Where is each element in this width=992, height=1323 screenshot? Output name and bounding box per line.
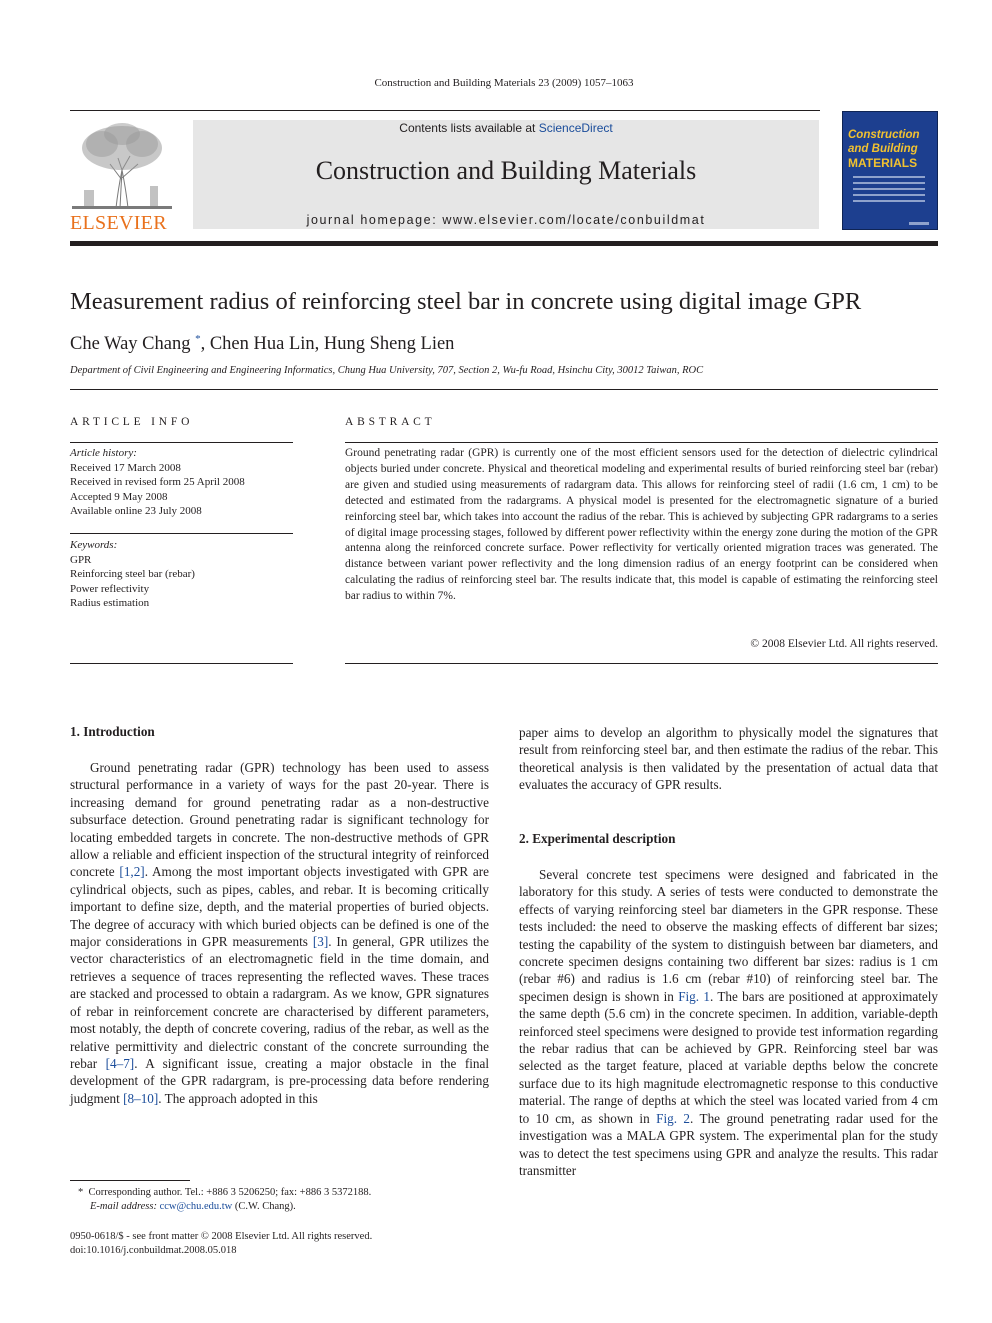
exp-text: Several concrete test specimens were designed and fabricated in the laboratory for this study. A series of tests were conducted to demonstrate the effects of varying reinforcing steel bar diameters in the GPR response. These tests included: the need to observe the masking effects of different bar sizes; testing the capability of the system to distinguish between bar diameters, and concrete specimen designs containing two different bar sizes: radius is 1 cm (rebar #6) and radius is 1.6 cm (rebar #10) of reinforcing steel bar. The specimen design is shown in: [519, 867, 938, 1004]
corresponding-author-footnote: [70, 1186, 489, 1214]
citation-link[interactable]: [4–7]: [105, 1055, 135, 1071]
figure-1-link[interactable]: Fig. 1: [678, 988, 710, 1004]
journal-cover-thumbnail[interactable]: [842, 111, 938, 230]
cover-title: [848, 128, 936, 170]
history-online: Available online 23 July 2008: [70, 505, 202, 518]
article-info-rule: [70, 442, 293, 443]
cover-publisher-mark: [909, 222, 929, 225]
intro-text: Ground penetrating radar (GPR) technology has been used to assess structural performance in a variety of ways for the past 20-year. There is increasing demand for ground penetrating radar as a non-destructive subsurface detection. Ground penetrating radar is significant technology for locating embedded targets in concrete. The non-destructive methods of GPR allow a reliable and efficient inspection of the structural integrity of reinforced concrete: [70, 760, 489, 880]
intro-text: . Among the most important objects investigated with GPR are cylindrical objects, such as pipes, cables, and rebar. It is becoming critically important to define size, depth, and the material properties of buried objects. The degree of accuracy with which buried objects can be defined is one of the major considerations in GPR measurements: [70, 864, 489, 950]
experimental-paragraph: [519, 866, 938, 1179]
email-label: E-mail address:: [90, 1201, 157, 1212]
issn-line: 0950-0618/$ - see front matter © 2008 Elsevier Ltd. All rights reserved.: [70, 1231, 373, 1242]
cover-title-line3: MATERIALS: [848, 156, 918, 170]
abstract-text: Ground penetrating radar (GPR) is currently one of the most efficient sensors used for the detection of dielectric cylindrical objects buried under concrete. Physical and theoretical modeling and experimental results of buried reinforcing steel bar (rebar) are given and studied using measurements of radargram data. This allows for reinforcing steel of radii (1.6 cm, 1 cm) to be detected and estimated from the radargrams. A physical model is presented for the electromagnetic signature of a buried reinforcing steel bar, which takes into account the radius of the rebar. This is achieved by subjecting GPR radargrams to a series of digital image processing stages, followed by different power reflectivity within the energy zone during the motion of the GPR antenna along the reinforced concrete surface. Power reflectivity for vertically oriented migration traces was generated. The distance between variant power reflectivity and the long dimension radius of an energy footprint can be considered when calculating the radius of reinforcing steel bar. The results indicate that, this model is capable of estimating the reinforcing steel bar radius to within 7%.: [345, 447, 938, 603]
introduction-heading: 1. Introduction: [70, 724, 155, 739]
footnote-mark: *: [78, 1187, 84, 1198]
intro-text: . The approach adopted in this: [158, 1090, 318, 1106]
elsevier-wordmark: ELSEVIER: [70, 212, 167, 234]
elsevier-logo[interactable]: [70, 120, 175, 232]
exp-text: . The ground penetrating radar used for the investigation was a MALA GPR system. The experimental plan for the study was to detect the test specimens using GPR and analyze the results. This radar transmitter: [519, 1110, 939, 1178]
article-history: [70, 446, 293, 519]
corresponding-author-mark[interactable]: *: [195, 333, 201, 345]
elsevier-tree-icon: [72, 120, 172, 210]
exp-text: . The bars are positioned at approximately the same depth (5.6 cm) in the concrete specimen. In addition, variable-depth reinforced steel specimens were designed to provide test information regarding the rebar radius that can be achieved by GPR. Reinforcing steel bar was selected as the target feature, placed at variable depths below the concrete surface due to its high magnitude electromagnetic response to this conductive material. The range of depths at which the steel was located varied from 4 cm to 10 cm, as shown in: [519, 988, 938, 1126]
keywords-rule: [70, 533, 293, 534]
citation-link[interactable]: [1,2]: [119, 864, 145, 880]
email-link[interactable]: ccw@chu.edu.tw: [159, 1201, 233, 1212]
intro-cont-text: paper aims to develop an algorithm to physically model the signatures that result from reinforcing steel bar, and then estimate the radius of the rebar. This theoretical analysis is then validated by the presentation of actual data that evaluates the accuracy of GPR results.: [519, 725, 938, 793]
footnote-rule: [70, 1180, 190, 1181]
abstract-rule: [345, 442, 938, 443]
keyword-item: GPR: [70, 553, 92, 566]
homepage-url-link[interactable]: www.elsevier.com/locate/conbuildmat: [442, 213, 706, 227]
citation-link[interactable]: [3]: [312, 934, 329, 950]
figure-2-link[interactable]: Fig. 2: [656, 1110, 691, 1126]
introduction-continuation: [519, 724, 938, 794]
journal-title: Construction and Building Materials: [315, 156, 697, 185]
email-suffix: (C.W. Chang).: [234, 1201, 296, 1212]
keywords-label: Keywords:: [70, 539, 118, 551]
front-matter-footer: [70, 1230, 489, 1258]
homepage-prefix: journal homepage:: [306, 213, 443, 227]
citation-link[interactable]: [8–10]: [123, 1090, 159, 1106]
masthead-rule: [70, 241, 938, 246]
author-list: [70, 333, 454, 355]
abstract-copyright: © 2008 Elsevier Ltd. All rights reserved.: [750, 638, 938, 650]
contents-prefix: Contents lists available at: [399, 121, 539, 135]
author-che-way-chang[interactable]: Che Way Chang: [70, 334, 191, 355]
keyword-item: Radius estimation: [70, 597, 150, 610]
intro-text: . A significant issue, creating a major obstacle in the final development of the GPR radargram, is pre-processing data before rendering judgment: [70, 1055, 489, 1106]
keywords: [70, 538, 293, 611]
doi-line[interactable]: doi:10.1016/j.conbuildmat.2008.05.018: [70, 1245, 237, 1256]
intro-text: . In general, GPR utilizes the vector characteristics of an electromagnetic field in the time domain, and retrieves a sequence of traces representing the reflected waves. These traces are stacked and processed to obtain a radargram. As we know, GPR signatures of rebar in reinforcement concrete are characterised by different parameters, most notably, the depth of concrete covering, radius of the rebar, as well as the relative permittivity and dielectric constant of the concrete surrounding the rebar: [70, 934, 489, 1071]
history-revised: Received in revised form 25 April 2008: [70, 476, 245, 489]
keyword-item: Power reflectivity: [70, 582, 150, 595]
history-label: Article history:: [70, 447, 137, 459]
other-authors: , Chen Hua Lin, Hung Sheng Lien: [200, 334, 455, 355]
footnote-contact: Corresponding author. Tel.: +886 3 5206250; fax: +886 3 5372188.: [88, 1187, 372, 1198]
journal-homepage: [193, 213, 819, 227]
history-received: Received 17 March 2008: [70, 461, 181, 474]
history-accepted: Accepted 9 May 2008: [70, 490, 168, 503]
experimental-heading: 2. Experimental description: [519, 831, 676, 846]
abstract-heading: ABSTRACT: [345, 416, 436, 428]
header-rule: [70, 110, 820, 111]
cover-decoration: [853, 176, 925, 206]
affiliation-rule: [70, 389, 938, 390]
introduction-paragraph: [70, 759, 489, 1107]
article-info-heading: ARTICLE INFO: [70, 416, 194, 428]
abstract-bottom-rule: [345, 663, 938, 664]
cover-title-line1: Construction: [848, 129, 920, 141]
contents-available-line: [193, 121, 819, 135]
journal-reference: Construction and Building Materials 23 (2009) 1057–1063: [374, 77, 634, 89]
sciencedirect-link[interactable]: ScienceDirect: [538, 121, 613, 135]
paper-title: Measurement radius of reinforcing steel bar in concrete using digital image GPR: [70, 288, 862, 315]
affiliation: Department of Civil Engineering and Engineering Informatics, Chung Hua University, 707, Section 2, Wu-fu Road, Hsinchu City, 30012 Taiwan, ROC: [70, 365, 704, 376]
cover-title-line2: and Building: [848, 143, 918, 155]
keyword-item: Reinforcing steel bar (rebar): [70, 568, 195, 581]
article-info-bottom-rule: [70, 663, 293, 664]
